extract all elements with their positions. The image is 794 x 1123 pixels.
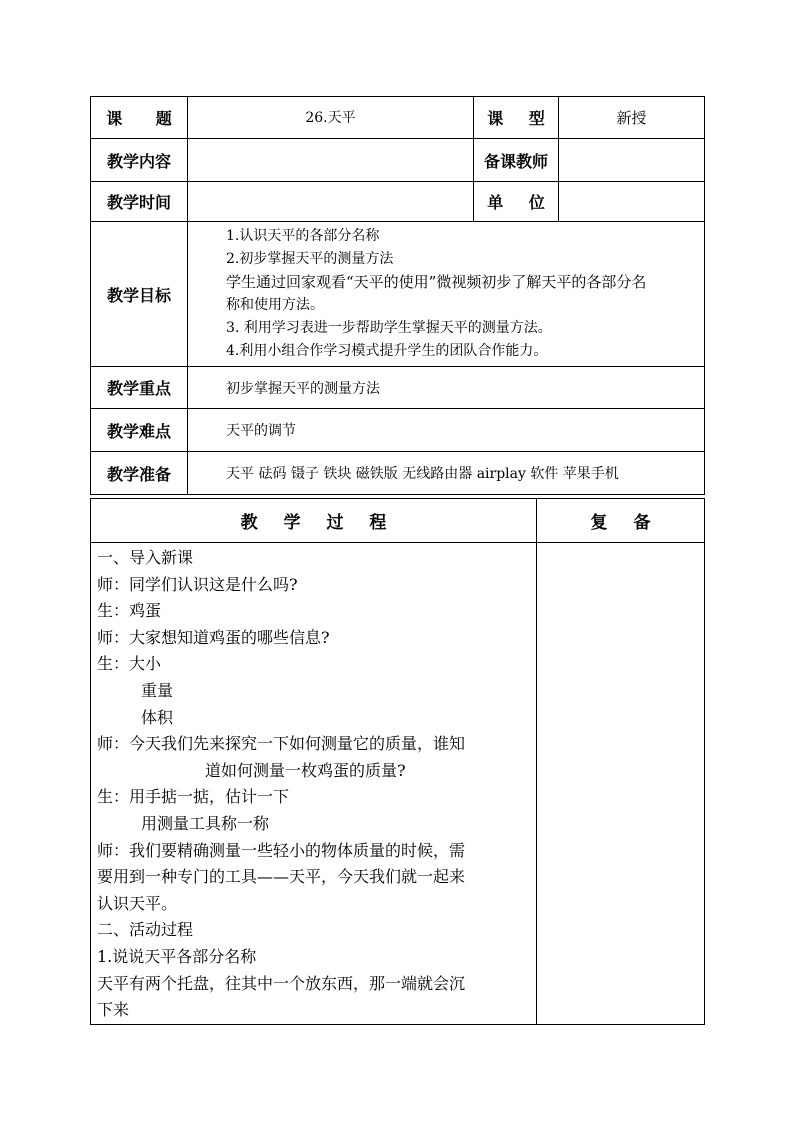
goal-line: 1.认识天平的各部分名称: [226, 228, 380, 244]
row-goals: [91, 222, 705, 367]
process-line: 认识天平。: [97, 893, 178, 913]
row-key-point: [91, 367, 705, 409]
process-line: 体积: [141, 707, 174, 727]
topic-label: 课 题: [91, 97, 188, 139]
process-line: 重量: [141, 680, 174, 700]
lesson-info-table: [90, 96, 705, 495]
process-line: 师：今天我们先来探究一下如何测量它的质量，谁知: [97, 734, 466, 754]
lesson-type-label: 课 型: [474, 97, 559, 139]
unit-value: [559, 182, 705, 222]
unit-label: 单 位: [474, 182, 559, 222]
row-preparation: [91, 452, 705, 495]
row-topic: [91, 97, 705, 139]
goals-label: 教学目标: [91, 222, 188, 367]
goal-line: 2.初步掌握天平的测量方法: [226, 251, 394, 267]
teacher-value: [559, 139, 705, 182]
lesson-type-value: 新授: [559, 97, 705, 139]
content-label: 教学内容: [91, 139, 188, 182]
time-value: [188, 182, 474, 222]
row-time: [91, 182, 705, 222]
process-title: 教 学 过 程: [91, 499, 537, 543]
row-difficulty: [91, 409, 705, 452]
key-point-label: 教学重点: [91, 367, 188, 409]
process-header-row: [91, 499, 705, 543]
process-line: 道如何测量一枚鸡蛋的质量?: [205, 760, 406, 780]
goals-list: [188, 222, 705, 367]
difficulty-value: 天平的调节: [188, 409, 705, 452]
process-line: 用测量工具称一称: [141, 813, 270, 833]
topic-value: 26.天平: [188, 97, 474, 139]
process-line: 一、导入新课: [97, 548, 194, 567]
process-line: 下来: [97, 1000, 130, 1020]
process-line: 师：同学们认识这是什么吗?: [97, 574, 298, 594]
process-line: 生：鸡蛋: [97, 601, 162, 621]
process-line: 生：用手掂一掂，估计一下: [97, 787, 290, 807]
process-content: [91, 543, 537, 1025]
preparation-label: 教学准备: [91, 452, 188, 495]
process-line: 生：大小: [97, 654, 162, 674]
process-line: 师：大家想知道鸡蛋的哪些信息?: [97, 627, 330, 647]
preparation-value: 天平 砝码 镊子 铁块 磁铁版 无线路由器 airplay 软件 苹果手机: [188, 452, 705, 495]
process-line: 师：我们要精确测量一些轻小的物体质量的时候，需: [97, 840, 466, 860]
time-label: 教学时间: [91, 182, 188, 222]
content-value: [188, 139, 474, 182]
key-point-value: 初步掌握天平的测量方法: [188, 367, 705, 409]
goal-line: 学生通过回家观看“天平的使用”微视频初步了解天平的各部分名: [226, 273, 647, 291]
process-body-row: [91, 543, 705, 1025]
process-line: 天平有两个托盘，往其中一个放东西，那一端就会沉: [97, 973, 466, 993]
goal-line: 4.利用小组合作学习模式提升学生的团队合作能力。: [226, 343, 548, 359]
difficulty-label: 教学难点: [91, 409, 188, 452]
row-content: [91, 139, 705, 182]
review-title: 复 备: [537, 499, 705, 543]
process-line: 二、活动过程: [97, 920, 194, 940]
review-content: [537, 543, 705, 1025]
process-line: 要用到一种专门的工具——天平，今天我们就一起来: [97, 867, 466, 887]
process-table: [90, 498, 705, 1025]
goal-line: 3. 利用学习表进一步帮助学生掌握天平的测量方法。: [226, 320, 552, 336]
teacher-label: 备课教师: [474, 139, 559, 182]
process-line: 1.说说天平各部分名称: [97, 946, 257, 966]
goal-line: 称和使用方法。: [226, 297, 324, 313]
